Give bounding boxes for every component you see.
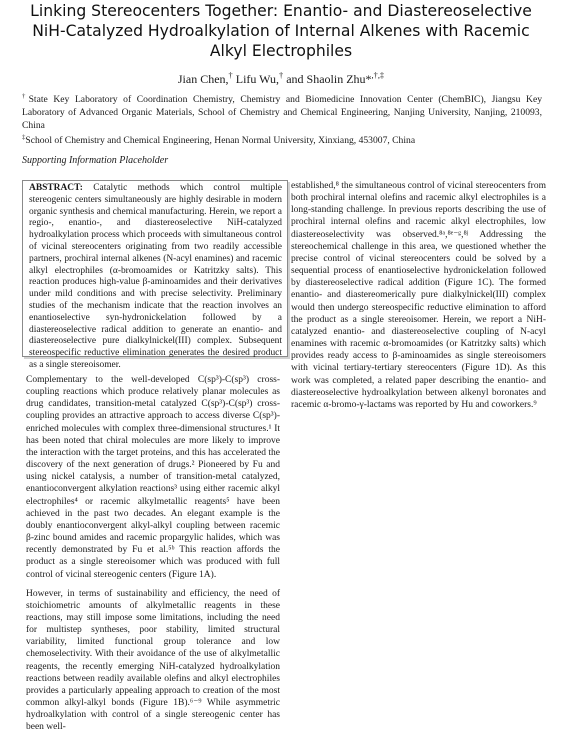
author-name: Jian Chen,: [177, 72, 229, 86]
author-list: [0, 72, 562, 87]
supporting-info-placeholder: Supporting Information Placeholder: [22, 155, 169, 166]
author-name: and Shaolin Zhu*: [286, 72, 372, 86]
body-paragraph: Complementary to the well-developed C(sp³)-C(sp³) cross-coupling reactions which produce relatively planar molecules as drug candidates, transition-metal catalyzed C(sp³)-C(sp³) cross-coupling provides an attractive approach to access diverse C(sp³)-enriched molecules with complex three-dimensional structures.¹ It has been noted that chiral molecules are more likely to improve the interaction with the target proteins, and this has accelerated the discovery of the next generation of drugs.² Pioneered by Fu and using nickel catalysis, a number of transition-metal catalyzed, enantioconvergent alkylation reactions³ using either racemic alkyl electrophiles⁴ or racemic alkylmetallic reagents⁵ have been achieved in the past two decades. An elegant example is the doubly enantioconvergent alkyl-alkyl coupling between racemic β-zinc bound amides and racemic propargylic halides, which was recently demonstrated by Fu et al.⁵ᵇ This reaction affords the product as a single stereoisomer which was produced with full control of vicinal stereogenic centers (Figure 1A).: [26, 375, 280, 580]
affiliation: [22, 93, 542, 132]
abstract-label: ABSTRACT:: [29, 183, 83, 193]
affiliation-text: State Key Laboratory of Coordination Chemistry, Chemistry and Biomedicine Innovation Center (ChemBIC), Jiangsu Key Laboratory of Advanced Organic Materials, School of Chemistry and Chemical Engineering, Nanjing University, Nanjing, 210093, China: [22, 94, 543, 131]
affiliation-mark: †: [22, 92, 29, 100]
paper-title: Linking Stereocenters Together: Enantio- and Diastereoselective NiH-Catalyzed Hydroalkylation of Internal Alkenes with Racemic Alkyl Electrophiles: [30, 2, 532, 60]
body-paragraph: However, in terms of sustainability and efficiency, the need of stoichiometric amounts of alkylmetallic reagents in these reactions, may still impose some limitations, including the need for multistep syntheses, poor stability, limited structural variability, limited functional group tolerance and low chemoselectivity. With their avoidance of the use of alkylmetallic reagents, the recently emerging NiH-catalyzed hydroalkylation reactions between readily available olefins and alkyl electrophiles provides a particularly appealing approach to creation of the most common alkyl-alkyl bonds (Figure 1B).⁶⁻⁹ While asymmetric hydroalkylation with control of a single stereogenic center has been well-: [26, 588, 280, 733]
body-paragraph: established,⁸ the simultaneous control of vicinal stereocenters from both prochiral internal olefins and racemic alkyl electrophiles is a long-standing challenge. In previous reports describing the use of prochiral internal olefins and racemic alkyl electrophiles, low diastereoselectivity was observed.⁸ᵃ,⁸ᵉ⁻ᵍ,⁸ʲ Addressing the stereochemical challenge in this area, we questioned whether the precise control of vicinal stereocenters could be solved by a sequential process of enantioselective hydronickelation followed by diastereoselective radical addition (Figure 1C). The formed enantio- and diastereomerically pure dialkylnickel(III) complex would then undergo stereospecific reductive elimination to afford the product as a single stereoisomer. Herein, we report a NiH-catalyzed enantio- and diastereoselective coupling of N-acyl enamines with racemic α-bromoamides (or Katritzky salts) which provides ready access to β-aminoamides as single stereoisomers with vicinal tertiary-tertiary stereocenters (Figure 1D). As this work was completed, a related paper describing the enantio- and diastereoselective hydroalkylation between alkenyl boronates and racemic α-bromo-γ-lactams was reported by Hu and coworkers.⁹: [291, 181, 546, 410]
author-affiliation-mark: †: [228, 71, 233, 80]
author-name: Lifu Wu,: [235, 72, 280, 86]
author-affiliation-mark: ,†,‡: [371, 71, 385, 80]
body-left-column: [26, 374, 280, 734]
abstract: [29, 183, 282, 372]
affiliation-mark: ‡: [22, 133, 26, 141]
affiliation: [22, 134, 542, 147]
affiliation-text: School of Chemistry and Chemical Engineering, Henan Normal University, Xinxiang, 453007, China: [25, 135, 416, 146]
abstract-text: Catalytic methods which control multiple stereogenic centers simultaneously are highly desirable in modern organic synthesis and chemical manufacturing. Herein, we report a regio-, enantio-, and diastereoselective NiH-catalyzed hydroalkylation process which proceeds with simultaneous control of vicinal stereocenters originating from two readily accessible partners, prochiral internal alkenes (N-acyl enamines) and racemic alkyl electrophiles (α-bromoamides or Katritzky salts). This reaction produces high-value β-aminoamides and their derivatives under mild conditions and with precise selectivity. Preliminary studies of the mechanism indicate that the reaction involves an enantioselective syn-hydronickelation followed by a diastereoselective radical addition to generate an enantio- and diastereoselective pure dialkylnickel(III) complex. Subsequent stereospecific reductive elimination generates the desired product as a single stereoisomer.: [29, 183, 282, 370]
author-affiliation-mark: †: [279, 71, 284, 80]
body-right-column: [291, 180, 546, 411]
